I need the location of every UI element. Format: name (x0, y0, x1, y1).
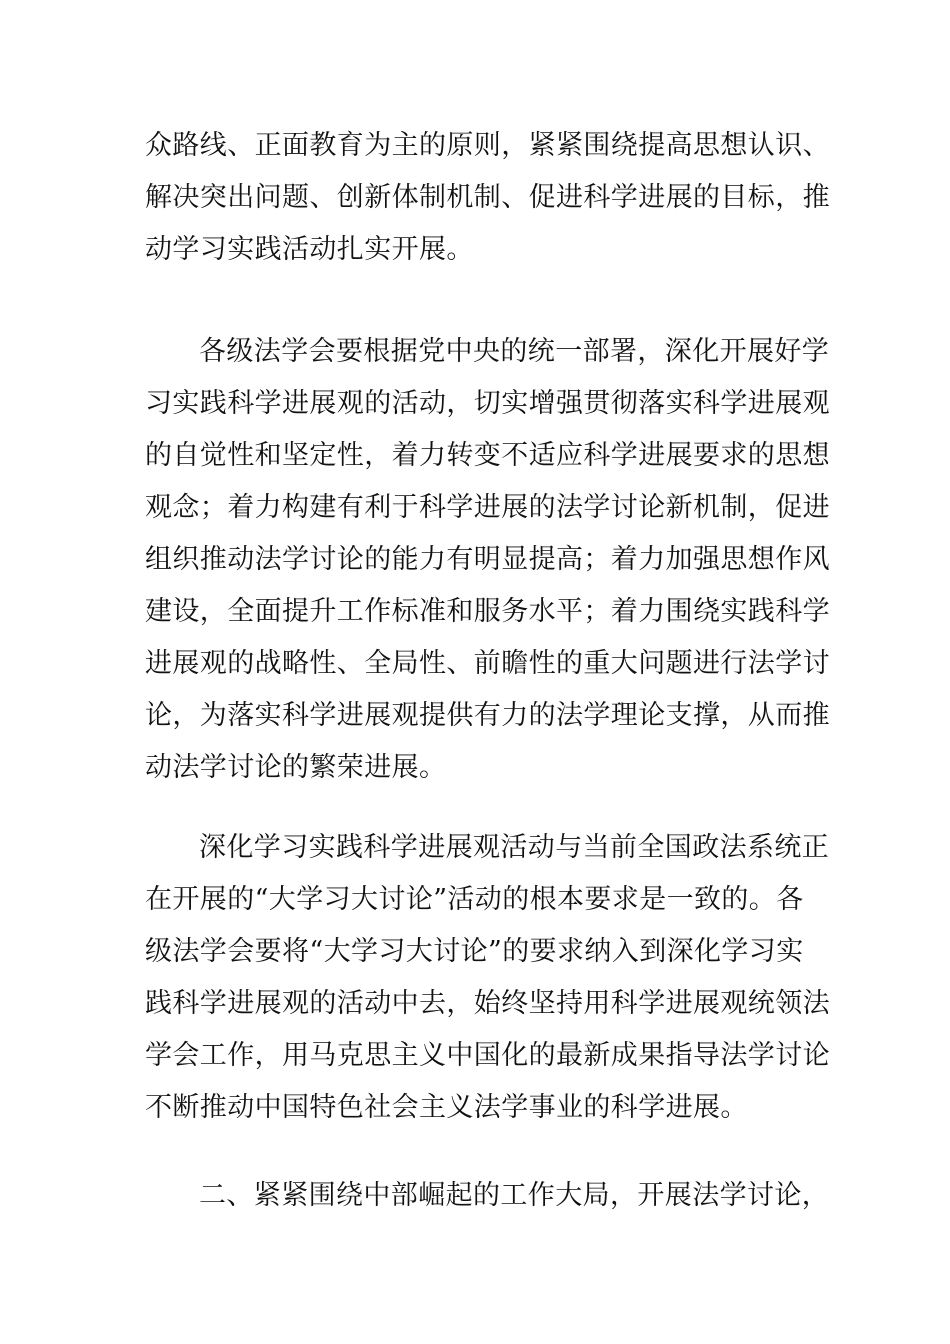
text-line: 组织推动法学讨论的能力有明显提高；着力加强思想作风 (145, 544, 830, 575)
section-heading-line: 二、紧紧围绕中部崛起的工作大局，开展法学讨论， (199, 1180, 830, 1211)
text-line: 论，为落实科学进展观提供有力的法学理论支撑，从而推 (145, 700, 830, 731)
text-line: 深化学习实践科学进展观活动与当前全国政法系统正 (199, 832, 830, 863)
text-line: 习实践科学进展观的活动，切实增强贯彻落实科学进展观 (145, 388, 830, 419)
paragraph-4-heading (145, 1170, 830, 1222)
text-line: 级法学会要将“大学习大讨论”的要求纳入到深化学习实 (145, 936, 804, 967)
text-line: 建设，全面提升工作标准和服务水平；着力围绕实践科学 (145, 596, 830, 627)
text-line: 的自觉性和坚定性，着力转变不适应科学进展要求的思想 (145, 440, 830, 471)
text-line: 学会工作，用马克思主义中国化的最新成果指导法学讨论 (145, 1040, 830, 1071)
text-line: 动法学讨论的繁荣进展。 (145, 752, 447, 783)
text-line: 进展观的战略性、全局性、前瞻性的重大问题进行法学讨 (145, 648, 830, 679)
text-line: 不断推动中国特色社会主义法学事业的科学进展。 (145, 1092, 748, 1123)
paragraph-3 (145, 822, 830, 1134)
text-line: 观念；着力构建有利于科学进展的法学讨论新机制，促进 (145, 492, 830, 523)
text-line: 践科学进展观的活动中去，始终坚持用科学进展观统领法 (145, 988, 830, 1019)
text-line: 众路线、正面教育为主的原则，紧紧围绕提高思想认识、 (145, 130, 830, 161)
text-line: 动学习实践活动扎实开展。 (145, 234, 474, 265)
paragraph-1 (145, 120, 830, 276)
paragraph-2 (145, 326, 830, 794)
text-line: 各级法学会要根据党中央的统一部署，深化开展好学 (199, 336, 830, 367)
text-line: 在开展的“大学习大讨论”活动的根本要求是一致的。各 (145, 884, 804, 915)
text-line: 解决突出问题、创新体制机制、促进科学进展的目标，推 (145, 182, 830, 213)
